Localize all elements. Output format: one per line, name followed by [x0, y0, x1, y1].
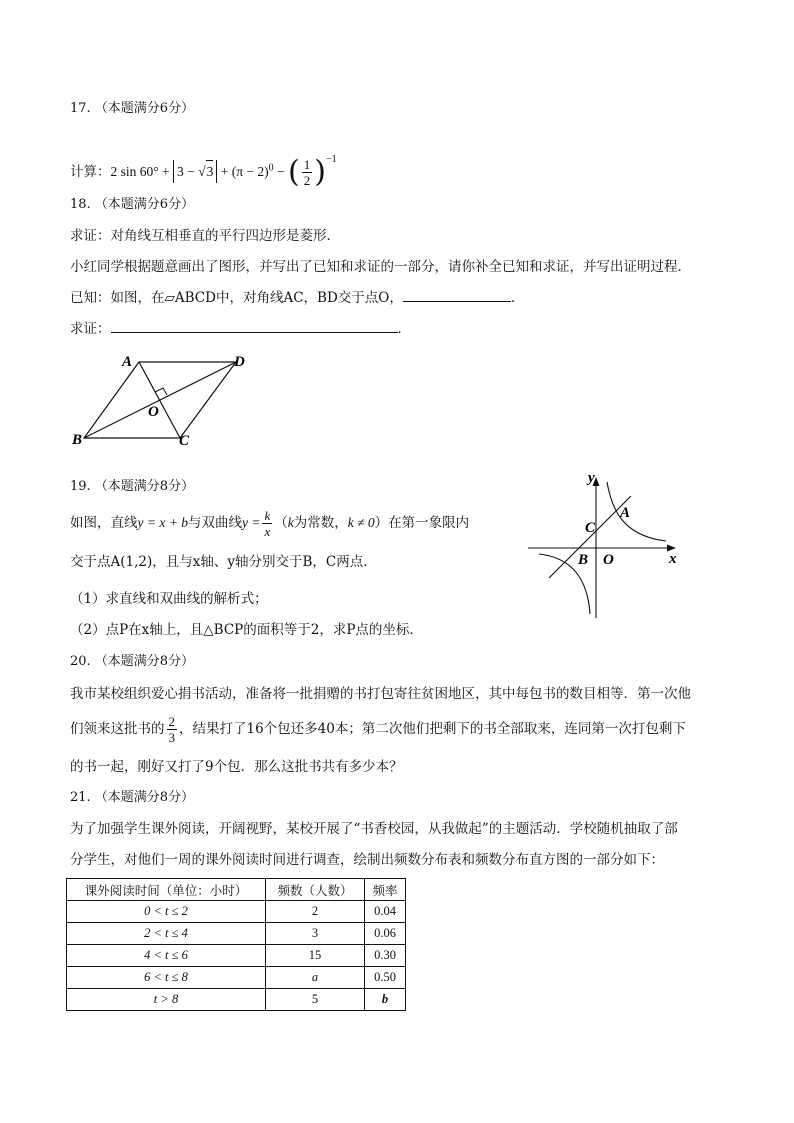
- q17-expression: 计算：2 $\sin 60^\circ + 3 - √3 + (\pi - 2)^0$ − ( $\frac{1}{2}$ )$^{-1}$: [70, 154, 337, 190]
- q20-line3: 的书一起，刚好又打了9个包．那么这批书共有多少本？: [70, 759, 403, 775]
- label-c: C: [179, 433, 190, 449]
- label-d: D: [234, 354, 245, 370]
- q17-sin-term: 2 sin 60°: [110, 164, 159, 179]
- table-cell: t > 8: [67, 989, 266, 1011]
- q18-prove-end: ．: [397, 321, 411, 337]
- label-c: C: [585, 520, 596, 536]
- table-cell: 3: [266, 923, 365, 945]
- q18-given-blank[interactable]: [403, 301, 511, 302]
- q17-paren-term: (π − 2): [231, 164, 269, 179]
- q17-fraction: [302, 157, 313, 188]
- q18-instruction: 小红同学根据题意画出了图形，并写出了已知和求证的一部分，请你补全已知和求证，并写出证明过程．: [70, 259, 691, 275]
- q20-frac-num: 2: [168, 714, 175, 729]
- q20-header: 20. （本题满分8分）: [70, 654, 195, 669]
- q20-text-b: ，结果打了16个包还多40本；第二次他们把剩下的书全部取来，连同第一次打包剩下: [179, 721, 686, 737]
- q17-prefix: 计算：: [70, 164, 111, 180]
- q19-line1: [70, 508, 469, 539]
- q19-line-eq: y = x + b: [137, 515, 188, 530]
- q19-hyp-den: x: [264, 524, 271, 539]
- q20-fraction: [167, 714, 178, 745]
- q19-line2: 交于点A(1,2)，且与x轴、y轴分别交于B，C两点．: [70, 554, 377, 570]
- table-cell: 0.06: [365, 923, 406, 945]
- q18-given-end: ．: [510, 290, 525, 306]
- table-row: [67, 989, 406, 1011]
- q19-text-b: 与双曲线: [187, 515, 242, 531]
- q20-text-a: 们领来这批书的: [70, 721, 165, 737]
- q17-paren-exp: 0: [268, 162, 274, 174]
- table-cell: 2 < t ≤ 4: [67, 923, 266, 945]
- label-a: A: [122, 354, 133, 370]
- table-row: [67, 923, 406, 945]
- q17-sqrt-arg: 3: [206, 160, 214, 183]
- table-cell: 0.50: [365, 967, 406, 989]
- table-cell: 0 < t ≤ 2: [67, 901, 266, 923]
- q19-header: 19. （本题满分8分）: [70, 479, 195, 494]
- q19-k-var: k: [287, 515, 294, 530]
- label-y: y: [588, 470, 595, 486]
- table-cell: 0.30: [365, 945, 406, 967]
- table-cell: 6 < t ≤ 8: [67, 967, 266, 989]
- table-header-row: [67, 879, 406, 901]
- table-row: [67, 901, 406, 923]
- table-cell: a: [266, 967, 365, 989]
- q20-line2: [70, 714, 686, 745]
- header-cell: 频率: [365, 879, 406, 901]
- q17-frac-num: 1: [303, 157, 311, 172]
- label-b: B: [578, 552, 589, 568]
- q18-claim: 求证：对角线互相垂直的平行四边形是菱形．: [70, 228, 340, 244]
- q19-text-c: （: [274, 515, 288, 531]
- q18-rhombus-figure: [66, 346, 266, 450]
- q21-line1: 为了加强学生课外阅读，开阔视野，某校开展了“书香校园，从我做起”的主题活动．学校随机抽取了部: [70, 821, 678, 837]
- table-cell: 0.04: [365, 901, 406, 923]
- q20-line1: 我市某校组织爱心捐书活动，准备将一批捐赠的书打包寄往贫困地区，其中每包书的数目相等．第一次他: [70, 686, 691, 702]
- q19-hyp-num: k: [264, 508, 271, 523]
- table-cell: 15: [266, 945, 365, 967]
- table-row: [67, 967, 406, 989]
- q19-sub2: （2）点P在x轴上，且△BCP的面积等于2，求P点的坐标．: [70, 622, 423, 638]
- header-cell: 课外阅读时间（单位：小时）: [67, 879, 266, 901]
- label-a: A: [620, 505, 631, 521]
- q18-header: 18. （本题满分6分）: [70, 197, 195, 212]
- table-row: [67, 945, 406, 967]
- table-cell: 4 < t ≤ 6: [67, 945, 266, 967]
- q19-k-cond: k ≠ 0: [347, 515, 375, 530]
- q21-line2: 分学生，对他们一周的课外阅读时间进行调查，绘制出频数分布表和频数分布直方图的一部分如下：: [70, 852, 664, 868]
- header-cell: 频数（人数）: [266, 879, 365, 901]
- label-b: B: [72, 432, 83, 448]
- q21-header: 21. （本题满分8分）: [70, 790, 195, 805]
- q19-text-a: 如图，直线: [70, 515, 138, 531]
- q19-hyp-frac: [262, 508, 272, 539]
- line-graph: [549, 496, 631, 578]
- q18-given: [70, 289, 524, 307]
- q19-hyp-y: y =: [241, 515, 261, 530]
- q19-text-e: ）在第一象限内: [374, 515, 470, 531]
- q17-abs-content: 3 −: [177, 164, 199, 179]
- q18-prove-blank[interactable]: [111, 332, 398, 333]
- label-o: O: [603, 552, 614, 568]
- label-o: O: [148, 404, 159, 420]
- table-cell: b: [365, 989, 406, 1011]
- q18-given-prefix: 已知：如图，在▱ABCD中，对角线AC，BD交于点O，: [70, 290, 403, 306]
- table-cell: 5: [266, 989, 365, 1011]
- q19-text-d: 为常数，: [293, 515, 348, 531]
- q17-abs-term: 3 − √3: [173, 160, 217, 183]
- q18-prove: [70, 320, 411, 338]
- q20-frac-den: 3: [168, 730, 175, 745]
- q19-sub1: （1）求直线和双曲线的解析式；: [70, 591, 268, 607]
- table-cell: 2: [266, 901, 365, 923]
- q17-header: 17. （本题满分6分）: [70, 101, 195, 116]
- q17-frac-den: 2: [303, 173, 311, 188]
- diagonal-bd: [84, 362, 236, 438]
- q18-prove-prefix: 求证：: [70, 321, 111, 337]
- label-x: x: [669, 551, 677, 567]
- frequency-table: [66, 878, 406, 1011]
- q19-graph-figure: [524, 466, 684, 621]
- q17-neg-exp: −1: [325, 154, 337, 165]
